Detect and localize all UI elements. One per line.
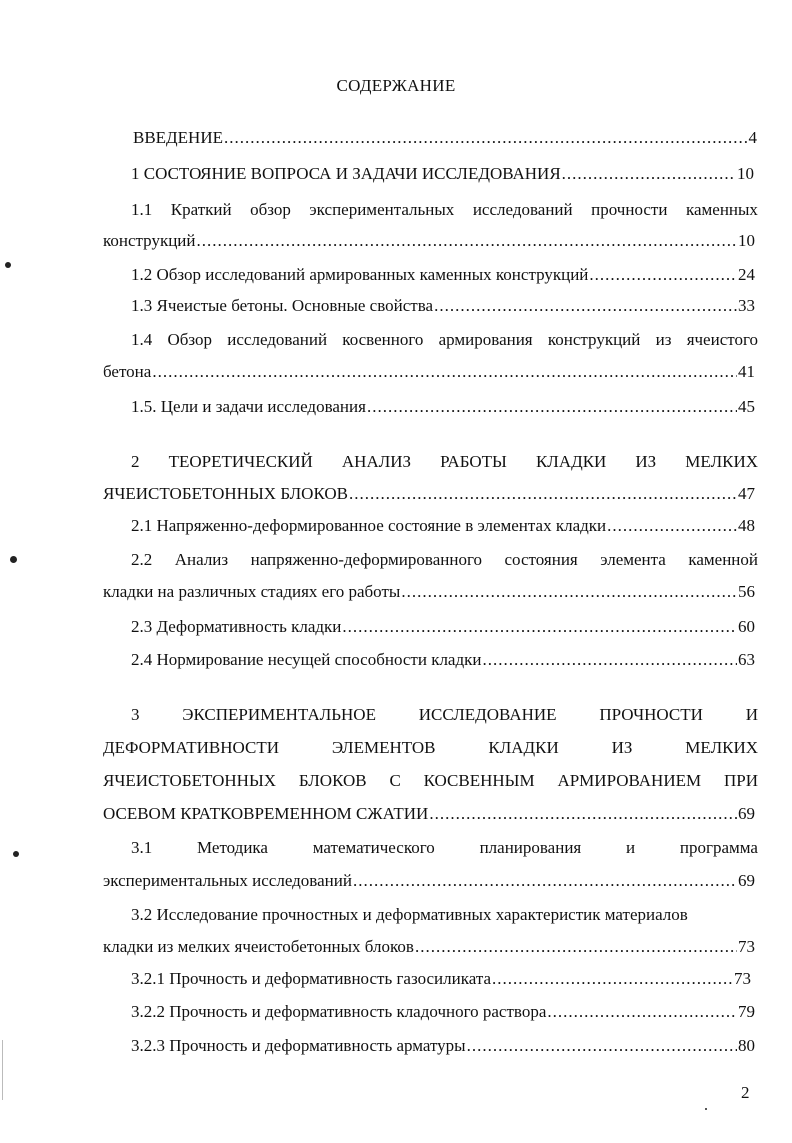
page-number: 2 xyxy=(741,1083,750,1102)
toc-entry-s1-5[interactable]: 1.5. Цели и задачи исследования ..... 45 xyxy=(131,395,755,419)
scan-edge-mark xyxy=(2,1040,3,1100)
toc-entry-s2-3[interactable]: 2.3 Деформативность кладки ..... 60 xyxy=(131,615,755,639)
scan-speck xyxy=(10,556,17,563)
toc-page: 63 xyxy=(738,650,755,669)
toc-page: 33 xyxy=(738,296,755,315)
scan-speck xyxy=(705,1108,707,1110)
toc-entry-ch2-line1[interactable]: 2 ТЕОРЕТИЧЕСКИЙ АНАЛИЗ РАБОТЫ КЛАДКИ ИЗ МЕЛКИХ xyxy=(131,452,758,471)
toc-entry-s1-4-line2[interactable]: бетона ..... 41 xyxy=(103,360,755,384)
toc-entry-s3-2-line2[interactable]: кладки из мелких ячеистобетонных блоков ..... 73 xyxy=(103,935,755,959)
toc-entry-s1-2[interactable]: 1.2 Обзор исследований армированных каменных конструкций ..... 24 xyxy=(131,263,755,287)
toc-entry-ch3-line4[interactable]: ОСЕВОМ КРАТКОВРЕМЕННОМ СЖАТИИ ..... 69 xyxy=(103,802,755,826)
toc-page: 73 xyxy=(734,969,751,988)
toc-entry-intro[interactable]: ВВЕДЕНИЕ ..... 4 xyxy=(133,126,757,150)
toc-entry-s1-1-line2[interactable]: конструкций ..... 10 xyxy=(103,229,755,253)
toc-entry-s3-2-2[interactable]: 3.2.2 Прочность и деформативность кладочного раствора ..... 79 xyxy=(131,1000,755,1024)
toc-entry-s2-2-line1[interactable]: 2.2 Анализ напряженно-деформированного состояния элемента каменной xyxy=(131,550,758,569)
toc-entry-s3-2-1[interactable]: 3.2.1 Прочность и деформативность газосиликата ..... 73 xyxy=(131,967,751,991)
toc-entry-s2-2-line2[interactable]: кладки на различных стадиях его работы ..... 56 xyxy=(103,580,755,604)
toc-entry-s1-1-line1[interactable]: 1.1 Краткий обзор экспериментальных исследований прочности каменных xyxy=(131,200,758,219)
scan-speck xyxy=(5,262,11,268)
toc-page: 10 xyxy=(738,231,755,250)
toc-page: 48 xyxy=(738,516,755,535)
toc-entry-s1-3[interactable]: 1.3 Ячеистые бетоны. Основные свойства ..... 33 xyxy=(131,294,755,318)
toc-entry-s3-2-3[interactable]: 3.2.3 Прочность и деформативность арматуры ..... 80 xyxy=(131,1034,755,1058)
toc-entry-s3-1-line2[interactable]: экспериментальных исследований ..... 69 xyxy=(103,869,755,893)
toc-page: 56 xyxy=(738,582,755,601)
toc-entry-ch3-line2[interactable]: ДЕФОРМАТИВНОСТИ ЭЛЕМЕНТОВ КЛАДКИ ИЗ МЕЛКИХ xyxy=(103,738,758,757)
toc-entry-ch3-line1[interactable]: 3 ЭКСПЕРИМЕНТАЛЬНОЕ ИССЛЕДОВАНИЕ ПРОЧНОСТИ И xyxy=(131,705,758,724)
toc-page: 10 xyxy=(737,164,754,183)
toc-entry-s2-1[interactable]: 2.1 Напряженно-деформированное состояние в элементах кладки ..... 48 xyxy=(131,514,755,538)
toc-entry-ch3-line3[interactable]: ЯЧЕИСТОБЕТОННЫХ БЛОКОВ С КОСВЕННЫМ АРМИРОВАНИЕМ ПРИ xyxy=(103,771,758,790)
scan-speck xyxy=(13,851,19,857)
toc-entry-s2-4[interactable]: 2.4 Нормирование несущей способности кладки ..... 63 xyxy=(131,648,755,672)
toc-page: 80 xyxy=(738,1036,755,1055)
toc-entry-ch1[interactable]: 1 СОСТОЯНИЕ ВОПРОСА И ЗАДАЧИ ИССЛЕДОВАНИЯ ..... 10 xyxy=(131,162,754,186)
toc-page: 24 xyxy=(738,265,755,284)
toc-page: 45 xyxy=(738,397,755,416)
toc-page: 60 xyxy=(738,617,755,636)
toc-page: 79 xyxy=(738,1002,755,1021)
toc-page: 73 xyxy=(738,937,755,956)
toc-entry-s3-2-line1[interactable]: 3.2 Исследование прочностных и деформативных характеристик материалов xyxy=(131,905,688,924)
toc-entry-ch2-line2[interactable]: ЯЧЕИСТОБЕТОННЫХ БЛОКОВ ..... 47 xyxy=(103,482,755,506)
page-title: СОДЕРЖАНИЕ xyxy=(336,76,456,95)
toc-page: 41 xyxy=(738,362,755,381)
toc-entry-s1-4-line1[interactable]: 1.4 Обзор исследований косвенного армирования конструкций из ячеистого xyxy=(131,330,758,349)
toc-page: 69 xyxy=(738,871,755,890)
toc-entry-s3-1-line1[interactable]: 3.1 Методика математического планирования и программа xyxy=(131,838,758,857)
toc-page: 69 xyxy=(738,804,755,823)
toc-page: 47 xyxy=(738,484,755,503)
toc-page: 4 xyxy=(748,128,757,147)
